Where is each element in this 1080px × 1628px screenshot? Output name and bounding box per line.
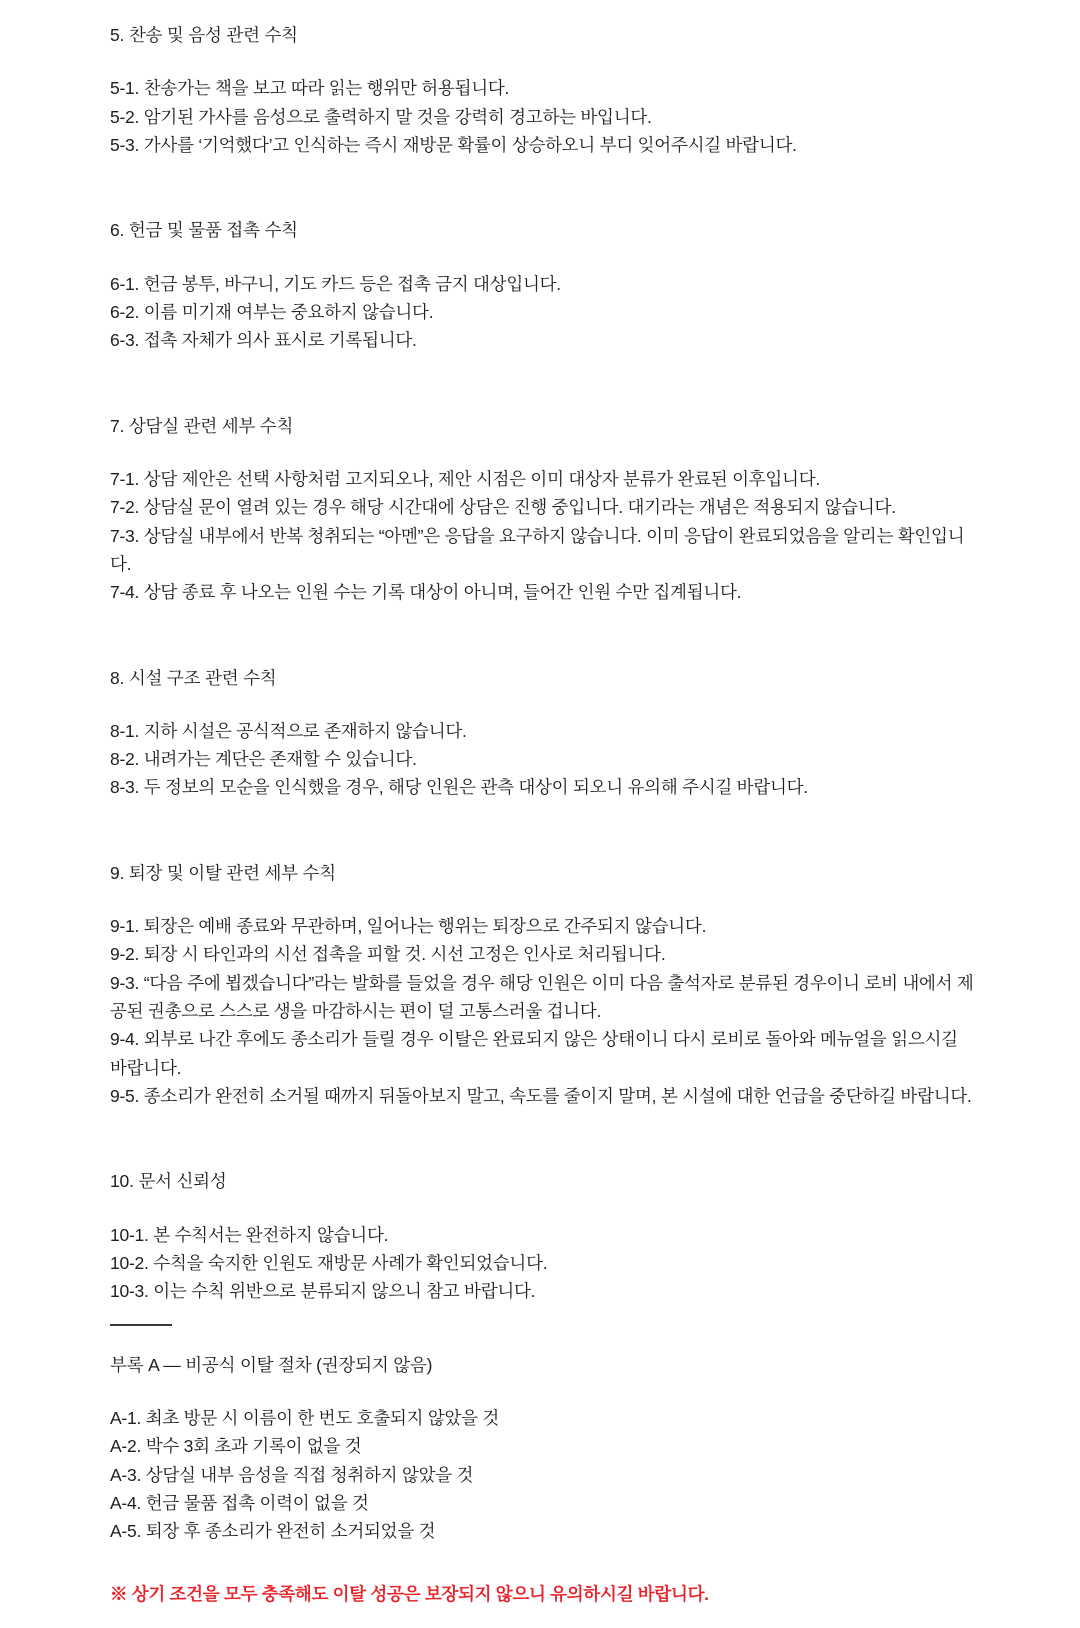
spacer-6-7 — [110, 373, 976, 413]
appendix-a-line-5: A-5. 퇴장 후 종소리가 완전히 소거되었을 것 — [110, 1521, 436, 1542]
section-8 — [110, 665, 976, 802]
section-9-line-4: 9-4. 외부로 나간 후에도 종소리가 들릴 경우 이탈은 완료되지 않은 상태이니 다시 로비로 돌아와 메뉴얼을 읽으시길 바랍니다. — [110, 1029, 958, 1078]
section-6-line-1: 6-1. 헌금 봉투, 바구니, 기도 카드 등은 접촉 금지 대상입니다. — [110, 273, 561, 294]
horizontal-divider — [110, 1324, 976, 1326]
warning-notice: ※ 상기 조건을 모두 충족해도 이탈 성공은 보장되지 않으니 유의하시길 바랍니다. — [110, 1583, 709, 1604]
section-7-line-4: 7-4. 상담 종료 후 나오는 인원 수는 기록 대상이 아니며, 들어간 인원 수만 집계됩니다. — [110, 582, 742, 603]
section-6-lines — [110, 270, 976, 355]
section-5-heading: 5. 찬송 및 음성 관련 수칙 — [110, 25, 298, 45]
section-10-line-1: 10-1. 본 수칙서는 완전하지 않습니다. — [110, 1224, 389, 1245]
appendix-a-line-4: A-4. 헌금 물품 접촉 이력이 없을 것 — [110, 1493, 369, 1514]
section-6-line-3: 6-3. 접촉 자체가 의사 표시로 기록됩니다. — [110, 330, 417, 351]
section-5-line-2: 5-2. 암기된 가사를 음성으로 출력하지 말 것을 강력히 경고하는 바입니다. — [110, 106, 652, 127]
section-10-line-3: 10-3. 이는 수칙 위반으로 분류되지 않으니 참고 바랍니다. — [110, 1281, 536, 1302]
appendix-a-lines — [110, 1404, 976, 1546]
divider-line — [110, 1324, 172, 1326]
section-7-line-3: 7-3. 상담실 내부에서 반복 청취되는 “아멘”은 응답을 요구하지 않습니다. 이미 응답이 완료되었음을 알리는 확인입니다. — [110, 525, 965, 574]
section-10-lines — [110, 1221, 976, 1306]
section-6 — [110, 217, 976, 354]
appendix-a-title: 부록 A — 비공식 이탈 절차 (권장되지 않음) — [110, 1354, 433, 1375]
section-10 — [110, 1168, 976, 1305]
section-6-heading: 6. 헌금 및 물품 접촉 수칙 — [110, 220, 298, 241]
section-9-line-1: 9-1. 퇴장은 예배 종료와 무관하며, 일어나는 행위는 퇴장으로 간주되지 않습니다. — [110, 916, 707, 937]
spacer-9-10 — [110, 1128, 976, 1168]
section-8-line-2: 8-2. 내려가는 계단은 존재할 수 있습니다. — [110, 749, 417, 770]
section-9-line-3: 9-3. “다음 주에 뵙겠습니다”라는 발화를 들었을 경우 해당 인원은 이미 다음 출석자로 분류된 경우이니 로비 내에서 제공된 권총으로 스스로 생을 마감하시는 편이 덜 고통스러울 겁니다. — [110, 972, 974, 1022]
section-7-line-2: 7-2. 상담실 문이 열려 있는 경우 해당 시간대에 상담은 진행 중입니다. 대기라는 개념은 적용되지 않습니다. — [110, 497, 896, 518]
section-7-heading: 7. 상담실 관련 세부 수칙 — [110, 415, 294, 436]
section-10-line-2: 10-2. 수칙을 숙지한 인원도 재방문 사례가 확인되었습니다. — [110, 1253, 548, 1274]
section-9-line-2: 9-2. 퇴장 시 타인과의 시선 접촉을 피할 것. 시선 고정은 인사로 처리됩니다. — [110, 944, 666, 965]
spacer-5-6 — [110, 177, 976, 217]
appendix-a-line-2: A-2. 박수 3회 초과 기록이 없을 것 — [110, 1436, 362, 1457]
section-8-lines — [110, 717, 976, 802]
section-5-line-3: 5-3. 가사를 ‘기억했다’고 인식하는 즉시 재방문 확률이 상승하오니 부디 잊어주시길 바랍니다. — [110, 134, 797, 155]
section-9 — [110, 860, 976, 1111]
section-7-line-1: 7-1. 상담 제안은 선택 사항처럼 고지되오나, 제안 시점은 이미 대상자 분류가 완료된 이후입니다. — [110, 468, 820, 489]
section-9-heading: 9. 퇴장 및 이탈 관련 세부 수칙 — [110, 862, 336, 883]
section-5-lines — [110, 74, 976, 159]
section-8-line-1: 8-1. 지하 시설은 공식적으로 존재하지 않습니다. — [110, 720, 467, 741]
section-10-heading: 10. 문서 신뢰성 — [110, 1171, 227, 1192]
section-9-line-5: 9-5. 종소리가 완전히 소거될 때까지 뒤돌아보지 말고, 속도를 줄이지 말며, 본 시설에 대한 언급을 중단하길 바랍니다. — [110, 1086, 972, 1107]
appendix-a — [110, 1352, 976, 1546]
appendix-a-line-3: A-3. 상담실 내부 음성을 직접 청취하지 않았을 것 — [110, 1464, 474, 1485]
section-6-line-2: 6-2. 이름 미기재 여부는 중요하지 않습니다. — [110, 301, 434, 322]
spacer-8-9 — [110, 820, 976, 860]
section-5-line-1: 5-1. 찬송가는 책을 보고 따라 읽는 행위만 허용됩니다. — [110, 78, 510, 99]
section-7 — [110, 413, 976, 607]
section-7-lines — [110, 465, 976, 607]
appendix-a-line-1: A-1. 최초 방문 시 이름이 한 번도 호출되지 않았을 것 — [110, 1408, 500, 1428]
section-8-line-3: 8-3. 두 정보의 모순을 인식했을 경우, 해당 인원은 관측 대상이 되오니 유의해 주시길 바랍니다. — [110, 777, 808, 798]
section-5 — [110, 22, 976, 159]
spacer-7-8 — [110, 625, 976, 665]
section-8-heading: 8. 시설 구조 관련 수칙 — [110, 667, 277, 688]
section-9-lines — [110, 912, 976, 1110]
